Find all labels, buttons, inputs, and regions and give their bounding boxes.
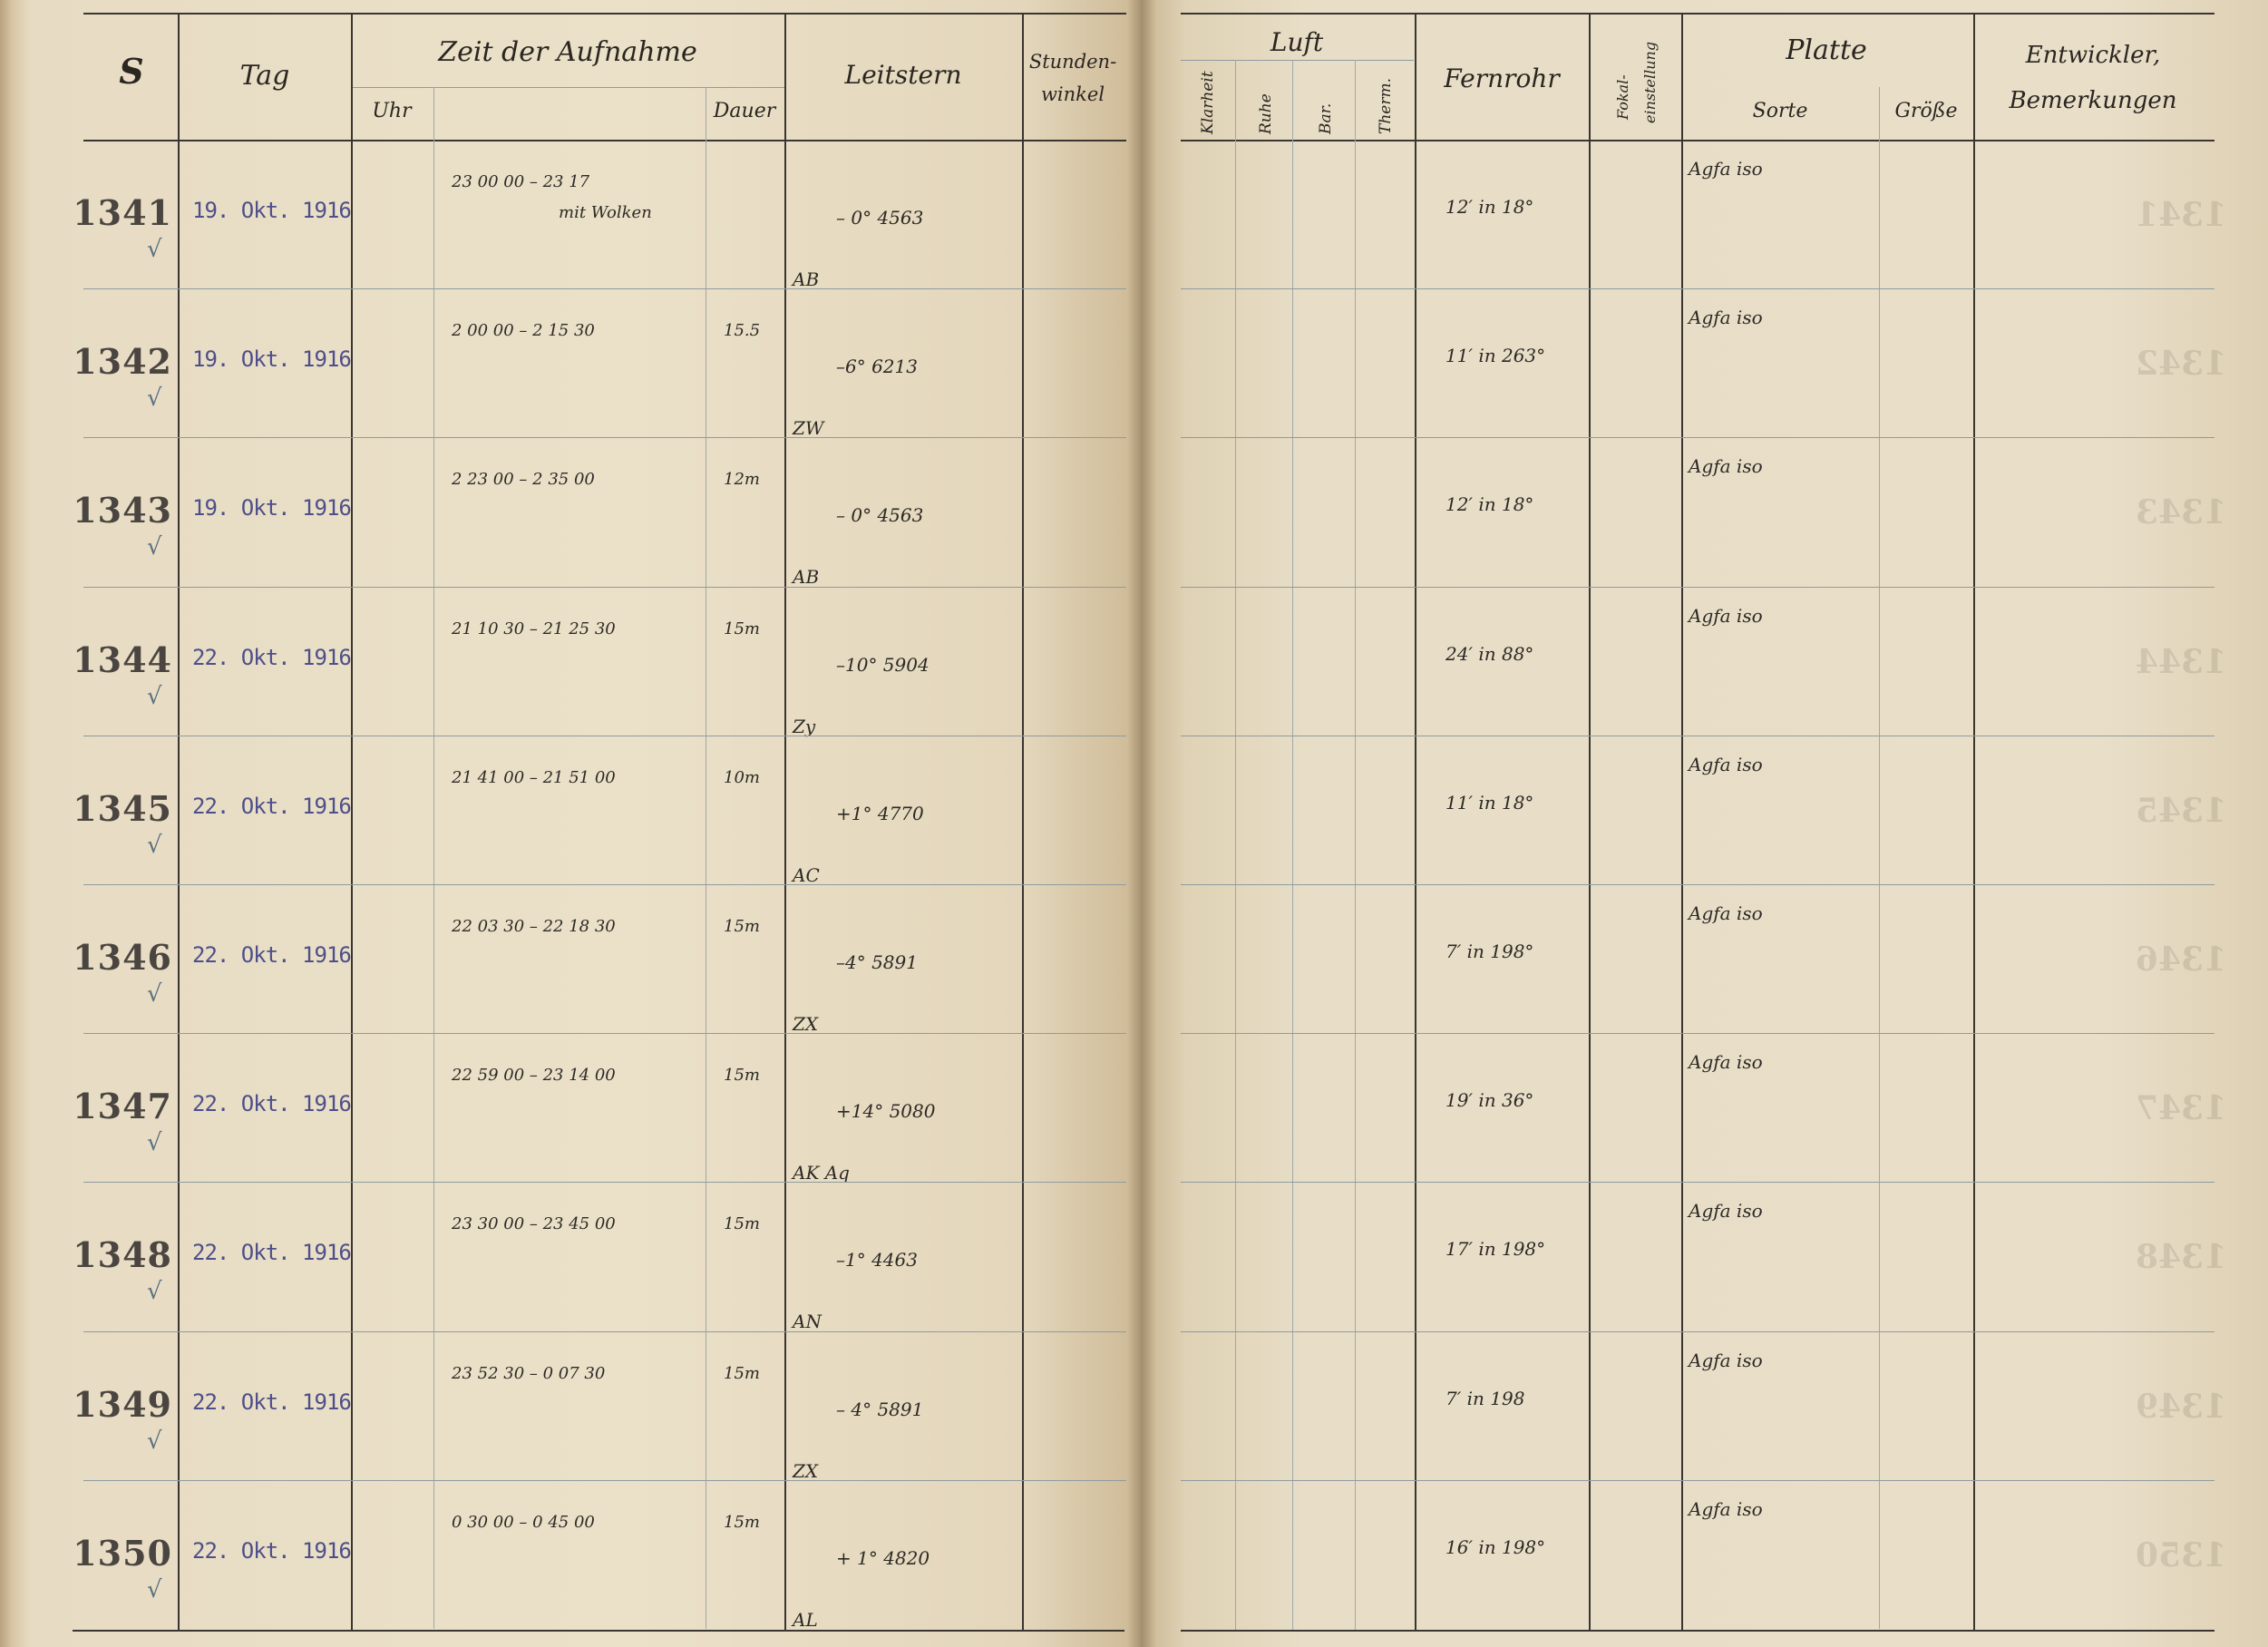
- right-bottom-rule: [1181, 1630, 2214, 1632]
- right-top-rule: [1181, 13, 2214, 15]
- row-s-number: 1342: [73, 341, 172, 383]
- row-plate-type: Agfa iso: [1689, 604, 1763, 627]
- row-time-range: 22 59 00 – 23 14 00: [452, 1066, 616, 1086]
- row-s-number: 1346: [73, 937, 172, 978]
- left-header-rule: [83, 140, 1126, 141]
- row-code: AB: [793, 566, 820, 589]
- row-check-mark: √: [147, 682, 162, 710]
- col-rule-leitstern: [1022, 13, 1024, 1630]
- ghost-s-number: 1349: [2136, 1387, 2227, 1426]
- row-divider-right: [1181, 1331, 2214, 1332]
- book-spine: [1127, 0, 1156, 1647]
- col-rule-fokal: [1681, 13, 1683, 1630]
- row-duration: 15m: [724, 1214, 760, 1234]
- row-plate-type: Agfa iso: [1689, 1200, 1763, 1223]
- row-divider-right: [1181, 884, 2214, 885]
- row-time-range: 21 10 30 – 21 25 30: [452, 619, 616, 638]
- header-entwickler-1: Entwickler,: [2025, 42, 2161, 69]
- row-duration: 15m: [724, 1363, 760, 1383]
- header-sorte: Sorte: [1752, 100, 1808, 122]
- header-platte: Platte: [1786, 34, 1867, 66]
- ghost-s-number: 1350: [2136, 1535, 2227, 1574]
- row-duration: 15m: [724, 619, 760, 638]
- row-telescope: 7′ in 198: [1445, 1387, 1525, 1409]
- ghost-s-number: 1341: [2136, 196, 2227, 234]
- row-divider-left: [83, 587, 1126, 588]
- row-guide-star: – 4° 5891: [836, 1398, 924, 1420]
- luft-subheader-rule: [1181, 60, 1414, 61]
- row-telescope: 12′ in 18°: [1445, 196, 1534, 218]
- row-date-stamp: 22. Okt. 1916: [192, 1389, 351, 1415]
- header-stundenwinkel-1: Stunden-: [1028, 51, 1117, 73]
- row-date-stamp: 22. Okt. 1916: [192, 793, 351, 819]
- row-date-stamp: 22. Okt. 1916: [192, 1240, 351, 1266]
- row-guide-star: +14° 5080: [836, 1100, 936, 1123]
- row-telescope: 11′ in 18°: [1445, 791, 1534, 814]
- header-fokal-1: Fokal-: [1614, 74, 1631, 120]
- row-time-range: 23 00 00 – 23 17: [452, 172, 590, 191]
- header-bar: Bar.: [1317, 102, 1335, 134]
- row-check-mark: √: [147, 1427, 162, 1455]
- header-klarheit: Klarheit: [1199, 71, 1217, 134]
- header-stundenwinkel-2: winkel: [1040, 83, 1105, 105]
- header-fernrohr: Fernrohr: [1444, 63, 1560, 93]
- col-rule-klarheit: [1235, 60, 1236, 1630]
- row-telescope: 11′ in 263°: [1445, 345, 1546, 367]
- row-time-range: 21 41 00 – 21 51 00: [452, 767, 616, 787]
- right-header-rule: [1181, 140, 2214, 141]
- ghost-s-number: 1345: [2136, 791, 2227, 830]
- ghost-s-number: 1344: [2136, 642, 2227, 681]
- header-ruhe: Ruhe: [1257, 93, 1275, 134]
- row-code: AC: [793, 863, 820, 886]
- row-s-number: 1349: [73, 1383, 172, 1425]
- row-divider-left: [83, 884, 1126, 885]
- row-time-range: 23 30 00 – 23 45 00: [452, 1214, 616, 1234]
- ghost-s-number: 1347: [2136, 1089, 2227, 1128]
- row-check-mark: √: [147, 236, 162, 263]
- row-date-stamp: 22. Okt. 1916: [192, 942, 351, 968]
- row-guide-star: +1° 4770: [836, 802, 924, 824]
- zeit-subheader-rule: [352, 87, 785, 88]
- row-check-mark: √: [147, 1129, 162, 1157]
- row-telescope: 17′ in 198°: [1445, 1238, 1546, 1261]
- row-telescope: 19′ in 36°: [1445, 1089, 1534, 1112]
- row-time-range: 2 00 00 – 2 15 30: [452, 321, 595, 341]
- row-code: Zy: [793, 715, 816, 737]
- row-code: AN: [793, 1311, 822, 1333]
- row-time-range: 23 52 30 – 0 07 30: [452, 1363, 606, 1383]
- header-groesse: Größe: [1894, 100, 1958, 122]
- col-rule-tag: [351, 13, 353, 1630]
- row-time-range: 2 23 00 – 2 35 00: [452, 470, 595, 490]
- row-date-stamp: 19. Okt. 1916: [192, 198, 351, 223]
- header-leitstern: Leitstern: [844, 60, 962, 90]
- row-code: AL: [793, 1608, 818, 1631]
- row-date-stamp: 22. Okt. 1916: [192, 1537, 351, 1564]
- col-rule-luft: [1415, 13, 1416, 1630]
- row-divider-left: [83, 288, 1126, 289]
- row-duration: 15m: [724, 1512, 760, 1532]
- row-divider-right: [1181, 1033, 2214, 1034]
- row-duration: 10m: [724, 767, 760, 787]
- row-check-mark: √: [147, 831, 162, 859]
- row-time-range: 0 30 00 – 0 45 00: [452, 1512, 595, 1532]
- row-telescope: 16′ in 198°: [1445, 1535, 1546, 1558]
- row-guide-star: + 1° 4820: [836, 1546, 930, 1569]
- row-s-number: 1348: [73, 1234, 172, 1276]
- col-rule-zeit: [784, 13, 786, 1630]
- ghost-s-number: 1348: [2136, 1238, 2227, 1277]
- col-rule-fernrohr: [1589, 13, 1591, 1630]
- col-rule-platte: [1973, 13, 1975, 1630]
- row-code: ZX: [793, 1013, 819, 1035]
- row-telescope: 12′ in 18°: [1445, 493, 1534, 516]
- row-plate-type: Agfa iso: [1689, 902, 1763, 924]
- left-bottom-rule: [73, 1630, 1124, 1632]
- row-plate-type: Agfa iso: [1689, 1349, 1763, 1371]
- row-check-mark: √: [147, 1278, 162, 1306]
- row-check-mark: √: [147, 533, 162, 561]
- row-code: ZW: [793, 417, 824, 440]
- row-date-stamp: 19. Okt. 1916: [192, 495, 351, 521]
- row-code: AB: [793, 268, 820, 290]
- row-divider-left: [83, 1331, 1126, 1332]
- col-rule-ruhe: [1292, 60, 1293, 1630]
- row-note: mit Wolken: [559, 203, 652, 222]
- row-s-number: 1345: [73, 787, 172, 829]
- header-uhr: Uhr: [372, 100, 412, 122]
- row-date-stamp: 22. Okt. 1916: [192, 1091, 351, 1117]
- row-plate-type: Agfa iso: [1689, 753, 1763, 775]
- row-divider-right: [1181, 1480, 2214, 1481]
- row-telescope: 7′ in 198°: [1445, 940, 1534, 962]
- row-check-mark: √: [147, 980, 162, 1008]
- row-telescope: 24′ in 88°: [1445, 642, 1534, 665]
- row-divider-right: [1181, 288, 2214, 289]
- row-s-number: 1343: [73, 490, 172, 531]
- row-divider-right: [1181, 587, 2214, 588]
- row-guide-star: – 0° 4563: [836, 504, 924, 527]
- row-divider-right: [1181, 1182, 2214, 1183]
- row-s-number: 1350: [73, 1532, 172, 1574]
- row-guide-star: –4° 5891: [836, 951, 918, 973]
- row-plate-type: Agfa iso: [1689, 307, 1763, 329]
- row-divider-left: [83, 437, 1126, 438]
- ghost-s-number: 1346: [2136, 940, 2227, 979]
- row-date-stamp: 19. Okt. 1916: [192, 346, 351, 373]
- row-guide-star: –6° 6213: [836, 356, 918, 378]
- header-zeit: Zeit der Aufnahme: [438, 36, 697, 68]
- col-rule-uhr: [433, 87, 434, 1629]
- row-plate-type: Agfa iso: [1689, 158, 1763, 180]
- row-guide-star: –10° 5904: [836, 653, 930, 676]
- row-plate-type: Agfa iso: [1689, 455, 1763, 478]
- row-duration: 12m: [724, 470, 760, 490]
- row-duration: 15.5: [724, 321, 761, 341]
- col-rule-s: [178, 13, 180, 1630]
- left-top-rule: [83, 13, 1126, 15]
- row-plate-type: Agfa iso: [1689, 1051, 1763, 1074]
- ghost-s-number: 1343: [2136, 493, 2227, 532]
- row-divider-left: [83, 1033, 1126, 1034]
- header-tag: Tag: [239, 60, 290, 92]
- header-dauer: Dauer: [713, 100, 776, 122]
- col-rule-bar: [1355, 60, 1356, 1630]
- row-duration: 15m: [724, 917, 760, 936]
- row-s-number: 1341: [73, 192, 172, 233]
- row-divider-left: [83, 1480, 1126, 1481]
- row-code: AK Aq: [793, 1162, 850, 1184]
- row-duration: 15m: [724, 1066, 760, 1086]
- row-check-mark: √: [147, 1575, 162, 1603]
- header-s: S: [119, 51, 144, 92]
- row-check-mark: √: [147, 385, 162, 413]
- header-luft: Luft: [1270, 27, 1324, 57]
- row-date-stamp: 22. Okt. 1916: [192, 644, 351, 670]
- row-divider-left: [83, 1182, 1126, 1183]
- row-code: ZX: [793, 1459, 819, 1482]
- row-s-number: 1344: [73, 638, 172, 680]
- row-plate-type: Agfa iso: [1689, 1497, 1763, 1520]
- col-rule-sorte: [1879, 87, 1880, 1629]
- row-time-range: 22 03 30 – 22 18 30: [452, 917, 616, 936]
- header-fokal-2: einstellung: [1641, 41, 1659, 123]
- ghost-s-number: 1342: [2136, 345, 2227, 384]
- row-s-number: 1347: [73, 1086, 172, 1127]
- header-therm: Therm.: [1377, 78, 1395, 134]
- row-guide-star: – 0° 4563: [836, 207, 924, 229]
- header-entwickler-2: Bemerkungen: [2009, 87, 2177, 114]
- row-divider-right: [1181, 437, 2214, 438]
- row-guide-star: –1° 4463: [836, 1249, 918, 1272]
- right-page: [1141, 0, 2268, 1647]
